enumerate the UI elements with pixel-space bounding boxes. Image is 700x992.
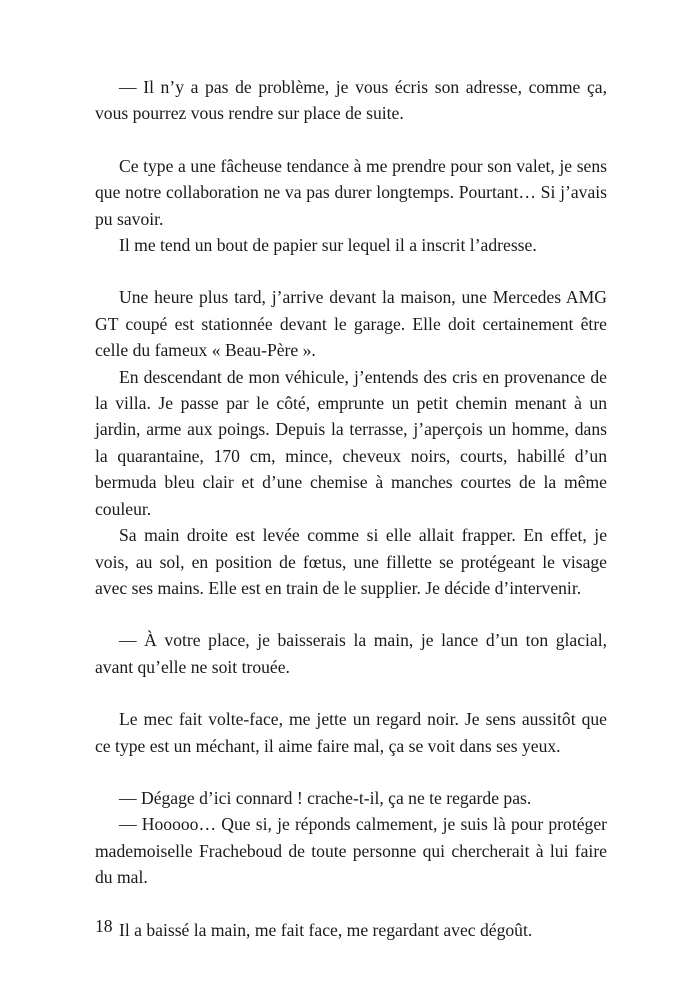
paragraph-9: — Dégage d’ici connard ! crache-t-il, ça ne te regarde pas. xyxy=(119,787,532,808)
paragraph-1: — Il n’y a pas de problème, je vous écris son adresse, comme ça, vous pourrez vous rendre sur place de suite. xyxy=(95,77,607,124)
paragraph-6: Sa main droite est levée comme si elle allait frapper. En effet, je vois, au sol, en position de fœtus, une fillette se protégeant le visage avec ses mains. Elle est en train de le supplier. Je décide d’intervenir. xyxy=(95,525,607,598)
paragraph-5: En descendant de mon véhicule, j’entends des cris en provenance de la villa. Je passe par le côté, emprunte un petit chemin menant à un jardin, arme aux poings. Depuis la terrasse, j’aperçois un homme, dans la quarantaine, 170 cm, mince, cheveux noirs, courts, habillé d’un bermuda bleu clair et d’une chemise à manches courtes de la même couleur. xyxy=(95,366,607,519)
paragraph-3: Il me tend un bout de papier sur lequel il a inscrit l’adresse. xyxy=(119,235,537,256)
paragraph-2: Ce type a une fâcheuse tendance à me prendre pour son valet, je sens que notre collaboration ne va pas durer longtemps. Pourtant… Si j’avais pu savoir. xyxy=(95,155,607,229)
paragraph-10: — Hooooo… Que si, je réponds calmement, je suis là pour protéger mademoiselle Fracheboud de toute personne qui chercherait à lui faire du mal. xyxy=(95,814,607,888)
paragraph-4: Une heure plus tard, j’arrive devant la maison, une Mercedes AMG GT coupé est stationnée devant le garage. Elle doit certainement être celle du fameux « Beau-Père ». xyxy=(95,287,607,361)
page-body xyxy=(95,74,607,943)
paragraph-8: Le mec fait volte-face, me jette un regard noir. Je sens aussitôt que ce type est un méchant, il aime faire mal, ça se voit dans ses yeux. xyxy=(95,709,607,756)
paragraph-7: — À votre place, je baisserais la main, je lance d’un ton glacial, avant qu’elle ne soit trouée. xyxy=(95,630,607,677)
paragraph-11: Il a baissé la main, me fait face, me regardant avec dégoût. xyxy=(119,919,533,940)
page-number: 18 xyxy=(95,916,113,936)
